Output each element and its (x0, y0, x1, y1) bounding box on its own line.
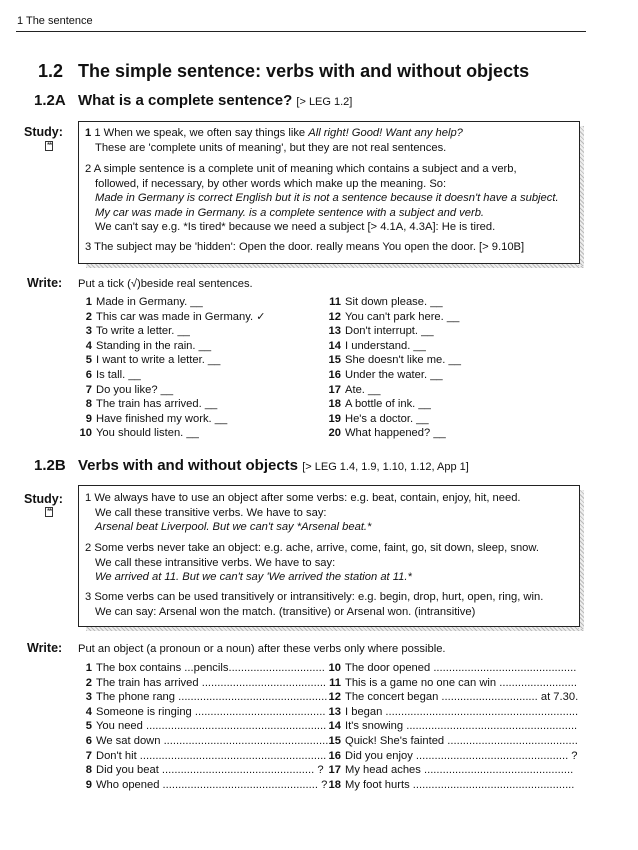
list-item: 16 Under the water. __ (328, 368, 443, 381)
write-label: Write: (27, 276, 63, 290)
list-item: 9 Who opened .................................................. ? (85, 778, 328, 791)
list-item: 2 The train has arrived ........................................ (85, 676, 327, 689)
note-text: These are 'complete units of meaning', but they are not real sentences. (95, 141, 447, 154)
list-item: 18 A bottle of ink. __ (328, 398, 431, 411)
list-item: 5 You need .......................................................... (85, 720, 327, 733)
list-item: 14 I understand. __ (328, 339, 426, 352)
part-a-title: What is a complete sentence? (78, 92, 293, 109)
exercise-instruction: Put a tick (√)beside real sentences. (78, 278, 253, 290)
running-head: 1 The sentence (17, 15, 93, 27)
header-rule (16, 31, 586, 32)
list-item: 10 The door opened .............................................. (328, 662, 577, 674)
list-item: 2 This car was made in Germany. ✓ (85, 310, 266, 323)
part-a-heading (78, 92, 352, 109)
study-note-3: 3 Some verbs can be used transitively or intransitively: e.g. begin, drop, hurt, open, ring, win. We can say: Arsenal won the match. (transitive) or Arsenal won. (intransitive) (85, 591, 544, 618)
list-item: 20 What happened? __ (328, 427, 446, 440)
note-text: 1 When we speak, we often say things like (94, 127, 309, 139)
list-item: 4 Someone is ringing .......................................... (85, 705, 326, 718)
list-item: 1 Made in Germany. __ (85, 296, 203, 308)
part-b-heading (78, 457, 469, 474)
list-item: 15 She doesn't like me. __ (328, 354, 461, 367)
study-note-1: 1 1 When we speak, we often say things like All right! Good! Want any help? These are 'complete units of meaning', but they are not real sentences. (85, 127, 463, 154)
note-line: We can't say e.g. *Is tired* because we need a subject [> 4.1A, 4.3A]: He is tired. (95, 221, 496, 234)
list-item: 9 Have finished my work. __ (85, 412, 228, 425)
part-b-number: 1.2B (34, 457, 66, 474)
section-title: The simple sentence: verbs with and without objects (78, 61, 530, 81)
list-item: 12 You can't park here. __ (328, 310, 460, 323)
list-item: 6 Is tall. __ (85, 368, 141, 381)
list-item: 13 I began .............................................................. (328, 705, 579, 718)
study-note-1: 1 We always have to use an object after some verbs: e.g. beat, contain, enjoy, hit, need. We call these transitive verbs. We have to say: Arsenal beat Liverpool. But we can't say *Arsenal beat.* (85, 492, 521, 534)
list-item: 6 We sat down ..................................................... (85, 734, 329, 747)
difficulty-stars: ** (47, 141, 52, 150)
list-item: 8 Did you beat ................................................. ? (85, 764, 324, 777)
list-item: 19 He's a doctor. __ (328, 412, 429, 425)
list-item: 11 This is a game no one can win ......................... (329, 676, 577, 689)
list-item: 17 Ate. __ (328, 383, 381, 396)
exercise-b-right (326, 661, 594, 792)
study-label: Study: (24, 492, 63, 506)
difficulty-stars: ** (47, 507, 52, 516)
note-line: Made in Germany is correct English but it is not a sentence because it doesn't have a subject. (95, 192, 559, 205)
list-item: 8 The train has arrived. __ (85, 398, 218, 411)
part-a-ref: [> LEG 1.2] (296, 96, 353, 108)
list-item: 16 Did you enjoy ................................................. ? (328, 749, 578, 762)
list-item: 7 Don't hit ............................................................ (85, 749, 327, 762)
list-item: 12 The concert began ............................... at 7.30. (328, 691, 579, 704)
list-item: 1 The box contains ...pencils............................... (85, 662, 325, 674)
note-line: followed, if necessary, by other words which make up the meaning. So: (95, 177, 447, 190)
study-note-2 (85, 162, 573, 235)
list-item: 4 Standing in the rain. __ (85, 339, 212, 352)
exercise-a-right (326, 295, 576, 441)
list-item: 3 The phone rang ................................................ (85, 691, 328, 704)
study-note-3: 3 The subject may be 'hidden': Open the door. really means You open the door. [> 9.10B] (85, 241, 525, 253)
list-item: 11 Sit down please. __ (329, 296, 443, 308)
note-line: My car was made in Germany. is a complete sentence with a subject and verb. (95, 206, 485, 219)
part-b-title: Verbs with and without objects (78, 457, 299, 474)
list-item: 5 I want to write a letter. __ (85, 354, 221, 367)
list-item: 10 You should listen. __ (79, 427, 199, 440)
section-number: 1.2 (38, 61, 64, 81)
study-label: Study: (24, 125, 63, 139)
part-b-ref: [> LEG 1.4, 1.9, 1.10, 1.12, App 1] (302, 461, 469, 473)
part-a-number: 1.2A (34, 92, 66, 109)
list-item: 3 To write a letter. __ (85, 325, 190, 338)
exercise-instruction: Put an object (a pronoun or a noun) after these verbs only where possible. (78, 643, 446, 655)
note-line: 2 A simple sentence is a complete unit of meaning which contains a subject and a verb, (85, 163, 517, 175)
note-example: All right! Good! Want any help? (308, 127, 463, 139)
list-item: 15 Quick! She's fainted .......................................... (328, 734, 578, 747)
list-item: 14 It's snowing ....................................................... (328, 720, 578, 733)
exercise-a-left (77, 295, 317, 441)
list-item: 13 Don't interrupt. __ (328, 325, 434, 338)
write-label: Write: (27, 641, 63, 655)
list-item: 17 My head aches ................................................ (328, 764, 574, 777)
exercise-b-left (77, 661, 337, 792)
list-item: 7 Do you like? __ (85, 383, 174, 396)
study-note-2: 2 Some verbs never take an object: e.g. ache, arrive, come, faint, go, sit down, sleep, snow. We call these intransitive verbs. We have to say: We arrived at 11. But we can't say 'We arrived the station at 11.* (85, 542, 539, 584)
list-item: 18 My foot hurts .................................................... (328, 778, 575, 791)
